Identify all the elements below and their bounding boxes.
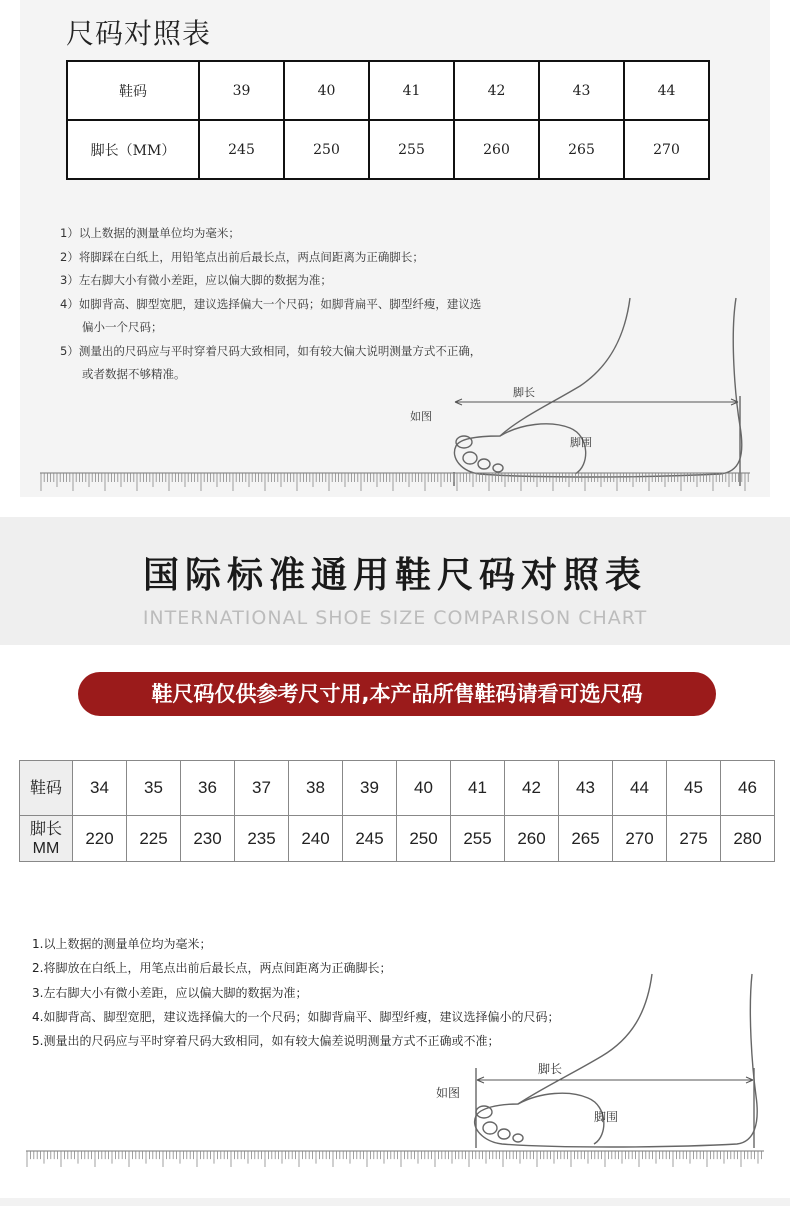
row-header-shoe-size: 鞋码 [67,61,199,120]
size-chart-section-1 [20,0,770,497]
table-cell: 255 [451,816,505,862]
note-line: 或者数据不够精准。 [82,367,186,381]
foot-length-label: 脚长 [513,386,535,399]
table-cell: 44 [624,61,709,120]
table-cell: 280 [721,816,775,862]
section-title: 尺码对照表 [66,17,212,50]
table-row [20,816,775,862]
example-label: 如图 [436,1086,461,1100]
table-cell: 275 [667,816,721,862]
table-cell: 36 [181,761,235,816]
header-line: MM [32,839,60,857]
table-row [20,761,775,816]
table-cell: 250 [397,816,451,862]
table-cell: 46 [721,761,775,816]
row-header-foot-length [20,816,73,862]
table-cell: 38 [289,761,343,816]
note-line: 4.如脚背高、脚型宽肥，建议选择偏大的一个尺码；如脚背扁平、脚型纤瘦，建议选择偏小的尺码； [32,1009,560,1024]
bottom-strip [0,1198,790,1206]
table-cell: 220 [73,816,127,862]
note-line: 3.左右脚大小有微小差距，应以偏大脚的数据为准； [32,985,308,1000]
note-line: 3）左右脚大小有微小差距，应以偏大脚的数据为准； [60,273,332,287]
note-line: 2）将脚踩在白纸上，用铅笔点出前后最长点，两点间距离为正确脚长； [60,249,424,264]
table-cell: 230 [181,816,235,862]
ruler [26,1150,764,1168]
table-cell: 44 [613,761,667,816]
table-cell: 39 [343,761,397,816]
table-cell: 245 [199,120,284,179]
table-cell: 265 [539,120,624,179]
banner-subtitle: INTERNATIONAL SHOE SIZE COMPARISON CHART [142,607,648,629]
table-cell: 34 [73,761,127,816]
note-line: 5.测量出的尺码应与平时穿着尺码大致相同，如有较大偏差说明测量方式不正确或不准； [32,1034,500,1049]
table-cell: 260 [454,120,539,179]
example-label: 如图 [410,410,432,423]
table-cell: 43 [559,761,613,816]
size-table-1 [66,60,710,180]
table-cell: 245 [343,816,397,862]
table-cell: 240 [289,816,343,862]
table-cell: 235 [235,816,289,862]
table-cell: 42 [505,761,559,816]
foot-illustration [440,296,770,486]
table-cell: 265 [559,816,613,862]
table-cell: 41 [369,61,454,120]
table-cell: 270 [624,120,709,179]
note-line: 1）以上数据的测量单位均为毫米； [60,226,240,240]
foot-girth-label: 脚围 [594,1110,619,1124]
table-cell: 250 [284,120,369,179]
table-cell: 41 [451,761,505,816]
note-line: 4）如脚背高、脚型宽肥，建议选择偏大一个尺码；如脚背扁平、脚型纤瘦，建议选 [60,296,482,311]
table-cell: 260 [505,816,559,862]
measurement-notes [60,222,481,387]
foot-girth-label: 脚围 [570,436,592,449]
table-cell: 270 [613,816,667,862]
table-cell: 225 [127,816,181,862]
table-cell: 39 [199,61,284,120]
table-cell: 40 [284,61,369,120]
table-row [67,120,709,179]
note-line: 偏小一个尺码； [82,320,163,334]
table-cell: 35 [127,761,181,816]
size-notice-badge: 鞋尺码仅供参考尺寸用,本产品所售鞋码请看可选尺码 [78,672,716,716]
row-header-foot-length: 脚长（MM） [67,120,199,179]
table-cell: 43 [539,61,624,120]
international-chart-banner [0,517,790,645]
note-line: 5）测量出的尺码应与平时穿着尺码大致相同，如有较大偏大说明测量方式不正确， [60,343,482,358]
table-cell: 45 [667,761,721,816]
foot-illustration [462,972,772,1152]
table-cell: 255 [369,120,454,179]
header-line: 脚长 [29,820,62,838]
table-cell: 40 [397,761,451,816]
note-line: 1.以上数据的测量单位均为毫米； [32,937,212,951]
size-table-2 [19,760,775,862]
table-cell: 37 [235,761,289,816]
table-row [67,61,709,120]
banner-title: 国际标准通用鞋尺码对照表 [142,555,647,596]
row-header-shoe-size: 鞋码 [20,761,73,816]
table-cell: 42 [454,61,539,120]
ruler [40,472,750,492]
note-line: 2.将脚放在白纸上，用笔点出前后最长点，两点间距离为正确脚长； [32,961,392,976]
foot-length-label: 脚长 [538,1062,563,1076]
